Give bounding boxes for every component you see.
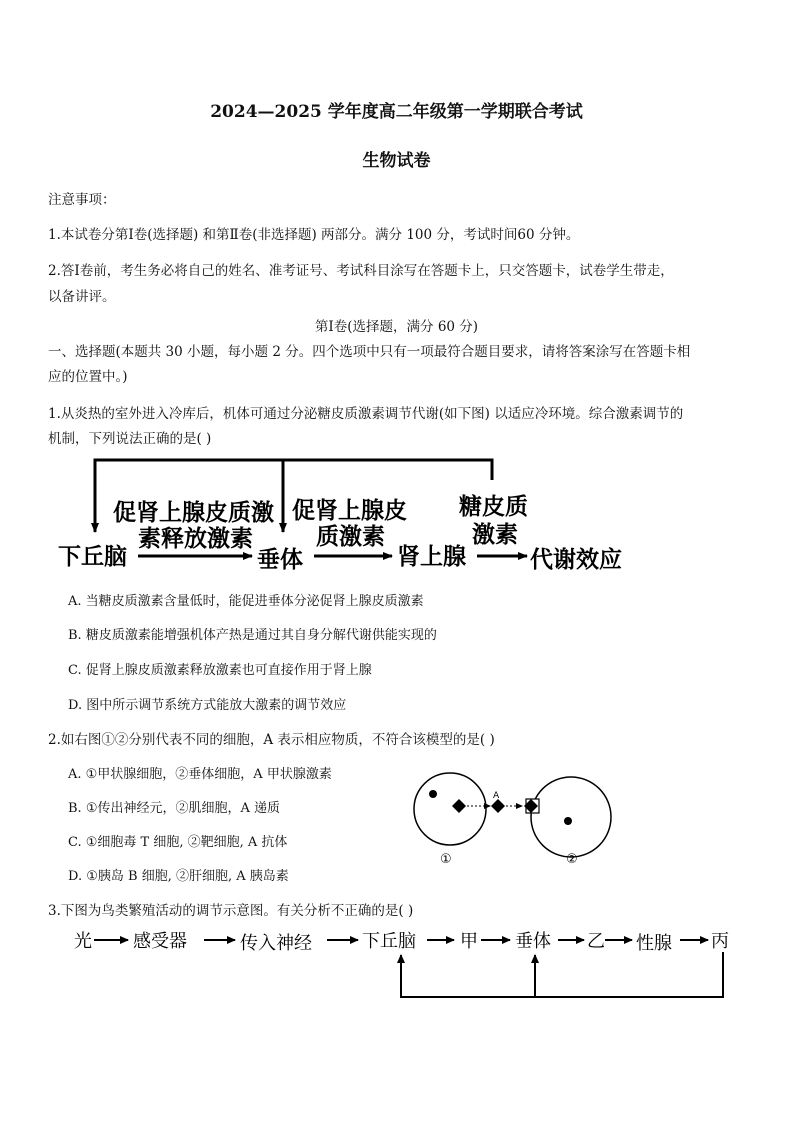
q1-label-gc-line-1: 糖皮质: [459, 494, 528, 520]
q3-node-afferent-nerve: 传入神经: [240, 933, 312, 954]
q1-label-acth-line-2: 质激素: [316, 524, 385, 550]
q2-stem: 2.如右图①②分别代表不同的细胞，A 表示相应物质，不符合该模型的是( ): [48, 732, 495, 748]
q3-node-yi: 乙: [587, 931, 605, 952]
q2-label-a: A: [493, 791, 500, 801]
q2-cell-2-label: ②: [566, 852, 578, 867]
section-intro-line-1: 一、选择题(本题共 30 小题，每小题 2 分。四个选项中只有一项最符合题目要求，请将答案涂写在答题卡相: [48, 344, 691, 360]
q1-stem-line-2: 机制，下列说法正确的是( ): [48, 431, 212, 447]
q2-cell-2: [531, 777, 611, 857]
notes-heading: 注意事项：: [48, 192, 116, 208]
exam-title: 2024—2025 学年度高二年级第一学期联合考试: [210, 102, 583, 122]
q2-cell-diagram: [400, 760, 620, 875]
notes-item-2-line-1: 2.答Ⅰ卷前，考生务必将自己的姓名、准考证号、考试科目涂写在答题卡上，只交答题卡，试卷学生带走，: [48, 263, 674, 279]
q1-option-c: C. 促肾上腺皮质激素释放激素也可直接作用于肾上腺: [68, 663, 372, 678]
q2-cell-2-nucleus: [564, 817, 572, 825]
q3-stem: 3.下图为鸟类繁殖活动的调节示意图。有关分析不正确的是( ): [48, 903, 414, 919]
q2-option-a: A. ①甲状腺细胞，②垂体细胞，A 甲状腺激素: [68, 767, 332, 782]
q1-option-b: B. 糖皮质激素能增强机体产热是通过其自身分解代谢供能实现的: [68, 628, 437, 643]
q1-node-pituitary: 垂体: [257, 547, 303, 573]
q3-node-pituitary: 垂体: [515, 931, 551, 952]
q1-label-crh-line-2: 素释放激素: [138, 526, 253, 552]
section-intro-line-2: 应的位置中。): [48, 369, 128, 385]
q2-option-d: D. ①胰岛 B 细胞, ②肝细胞, A 胰岛素: [68, 869, 289, 884]
notes-item-2-line-2: 以备讲评。: [48, 289, 116, 305]
q1-option-a: A. 当糖皮质激素含量低时，能促进垂体分泌促肾上腺皮质激素: [68, 594, 424, 609]
q3-node-bing: 丙: [711, 931, 729, 952]
q1-node-hypothalamus: 下丘脑: [58, 544, 127, 570]
q2-cell-1-nucleus: [429, 790, 437, 798]
q3-node-receptor: 感受器: [133, 931, 187, 952]
q2-option-b: B. ①传出神经元，②肌细胞，A 递质: [68, 801, 280, 816]
notes-item-1: 1.本试卷分第Ⅰ卷(选择题) 和第Ⅱ卷(非选择题) 两部分。满分 100 分，考试时间60 分钟。: [48, 227, 580, 243]
q2-substance-a-released: [452, 799, 466, 813]
q1-label-gc-line-2: 激素: [472, 522, 518, 548]
q3-flow-diagram: [0, 922, 793, 1007]
q1-label-crh-line-1: 促肾上腺皮质激: [113, 500, 274, 526]
q1-node-adrenal: 肾上腺: [397, 544, 466, 570]
q2-option-c: C. ①细胞毒 T 细胞, ②靶细胞, A 抗体: [68, 835, 288, 850]
q3-node-jia: 甲: [460, 931, 478, 952]
q1-label-acth-line-1: 促肾上腺皮: [292, 498, 407, 524]
q1-stem-line-1: 1.从炎热的室外进入冷库后，机体可通过分泌糖皮质激素调节代谢(如下图) 以适应冷环境。综合激素调节的: [48, 406, 684, 422]
q3-node-light: 光: [74, 931, 92, 952]
exam-subtitle: 生物试卷: [362, 151, 431, 171]
q2-substance-a-free: [491, 799, 505, 813]
q3-node-gonad: 性腺: [636, 933, 672, 954]
q1-feedback-diagram: [0, 450, 793, 580]
q1-node-metabolic-effect: 代谢效应: [530, 547, 622, 573]
q1-option-d: D. 图中所示调节系统方式能放大激素的调节效应: [68, 698, 347, 713]
section-title: 第Ⅰ卷(选择题，满分 60 分): [314, 319, 479, 335]
q2-cell-1: [414, 773, 486, 845]
q3-node-hypothalamus: 下丘脑: [362, 931, 416, 952]
q2-cell-1-label: ①: [440, 852, 452, 867]
